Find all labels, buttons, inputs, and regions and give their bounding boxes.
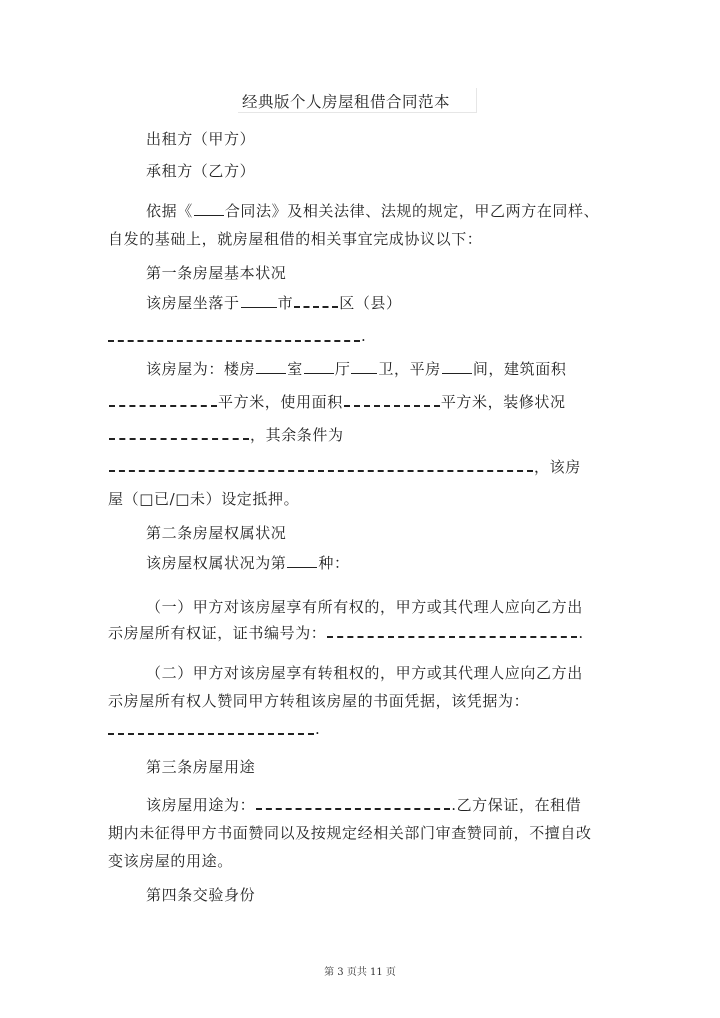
decoration-blank — [109, 438, 249, 440]
law-name-blank — [194, 215, 224, 216]
ownership-type-blank — [287, 567, 317, 568]
sublease-proof-blank — [108, 733, 314, 735]
rooms-text-b: 室 — [287, 360, 303, 378]
ownership-text-b: 种： — [318, 554, 350, 572]
rooms-text-c: 厅 — [334, 360, 351, 378]
intro-text-a: 依据《 — [146, 202, 193, 220]
clause-two-line2: 示房屋所有权人赞同甲方转租该房屋的书面凭据，该凭据为： — [108, 692, 530, 710]
intro-paragraph-line2: 自发的基础上，就房屋租借的相关事宜完成协议以下： — [108, 230, 483, 248]
location-text-c: 区（县） — [339, 294, 402, 312]
other-conditions-blank — [109, 470, 533, 472]
clause-two-line1: （二）甲方对该房屋享有转租权的，甲方或其代理人应向乙方出 — [146, 664, 583, 682]
district-blank — [294, 306, 338, 308]
location-text-a: 该房屋坐落于 — [146, 294, 240, 312]
area-text-a: 平方米，使用面积 — [218, 393, 343, 411]
clause-one-line1: （一）甲方对该房屋享有所有权的，甲方或其代理人应向乙方出 — [146, 598, 583, 616]
address-period: . — [361, 327, 367, 345]
city-blank — [241, 307, 277, 308]
document-title: 经典版个人房屋租借合同范本 — [242, 93, 451, 111]
use-text-a: 该房屋用途为： — [146, 796, 256, 814]
intro-text-b: 合同法》及相关法律、法规的规定，甲乙两方在同样、 — [224, 202, 600, 220]
use-line1 — [146, 794, 581, 815]
rooms-line — [146, 358, 566, 379]
location-text-b: 市 — [277, 294, 294, 312]
other-conditions-text: ，其余条件为 — [250, 426, 344, 444]
rooms-text-e: 间，建筑面积 — [472, 360, 567, 378]
bungalow-blank — [442, 373, 472, 374]
mortgage-line-2: 屋（□已/□未）设定抵押。 — [108, 490, 300, 508]
rooms-text-d: 卫，平房 — [378, 360, 441, 378]
clause-one-period: . — [578, 624, 584, 642]
building-area-blank — [109, 405, 217, 407]
rooms-text-a: 该房屋为：楼房 — [146, 360, 256, 378]
address-blank — [108, 340, 360, 342]
article-1-heading: 第一条房屋基本状况 — [146, 264, 287, 282]
article-3-heading: 第三条房屋用途 — [146, 758, 256, 776]
mortgage-line — [108, 456, 581, 477]
intro-paragraph-line1 — [146, 200, 599, 221]
location-line — [146, 292, 402, 313]
ownership-text-a: 该房屋权属状况为第 — [146, 554, 287, 572]
certificate-number-blank — [327, 636, 577, 638]
article-4-heading: 第四条交验身份 — [146, 886, 256, 904]
bath-blank — [351, 373, 377, 374]
halls-blank — [304, 373, 334, 374]
usable-area-blank — [344, 405, 440, 407]
rooms-blank — [256, 373, 286, 374]
use-text-b: .乙方保证，在租借 — [451, 796, 582, 814]
clause-one-text: 示房屋所有权证，证书编号为： — [108, 624, 327, 642]
lessee-label: 承租方（乙方） — [146, 162, 256, 180]
page-footer: 第 3 页共 11 页 — [324, 967, 396, 978]
area-line — [108, 391, 566, 412]
use-blank — [256, 808, 450, 810]
mortgage-text-a: ，该房 — [534, 458, 581, 476]
clause-two-period: . — [315, 720, 321, 738]
article-2-heading: 第二条房屋权属状况 — [146, 524, 287, 542]
clause-one-line2 — [108, 622, 584, 643]
other-conditions-line — [108, 424, 344, 445]
lessor-label: 出租方（甲方） — [146, 130, 256, 148]
use-line3: 变该房屋的用途。 — [108, 852, 233, 870]
use-line2: 期内未征得甲方书面赞同以及按规定经相关部门审查赞同前，不擅自改 — [108, 824, 592, 842]
ownership-type-line — [146, 552, 350, 573]
area-text-b: 平方米，装修状况 — [440, 393, 566, 411]
